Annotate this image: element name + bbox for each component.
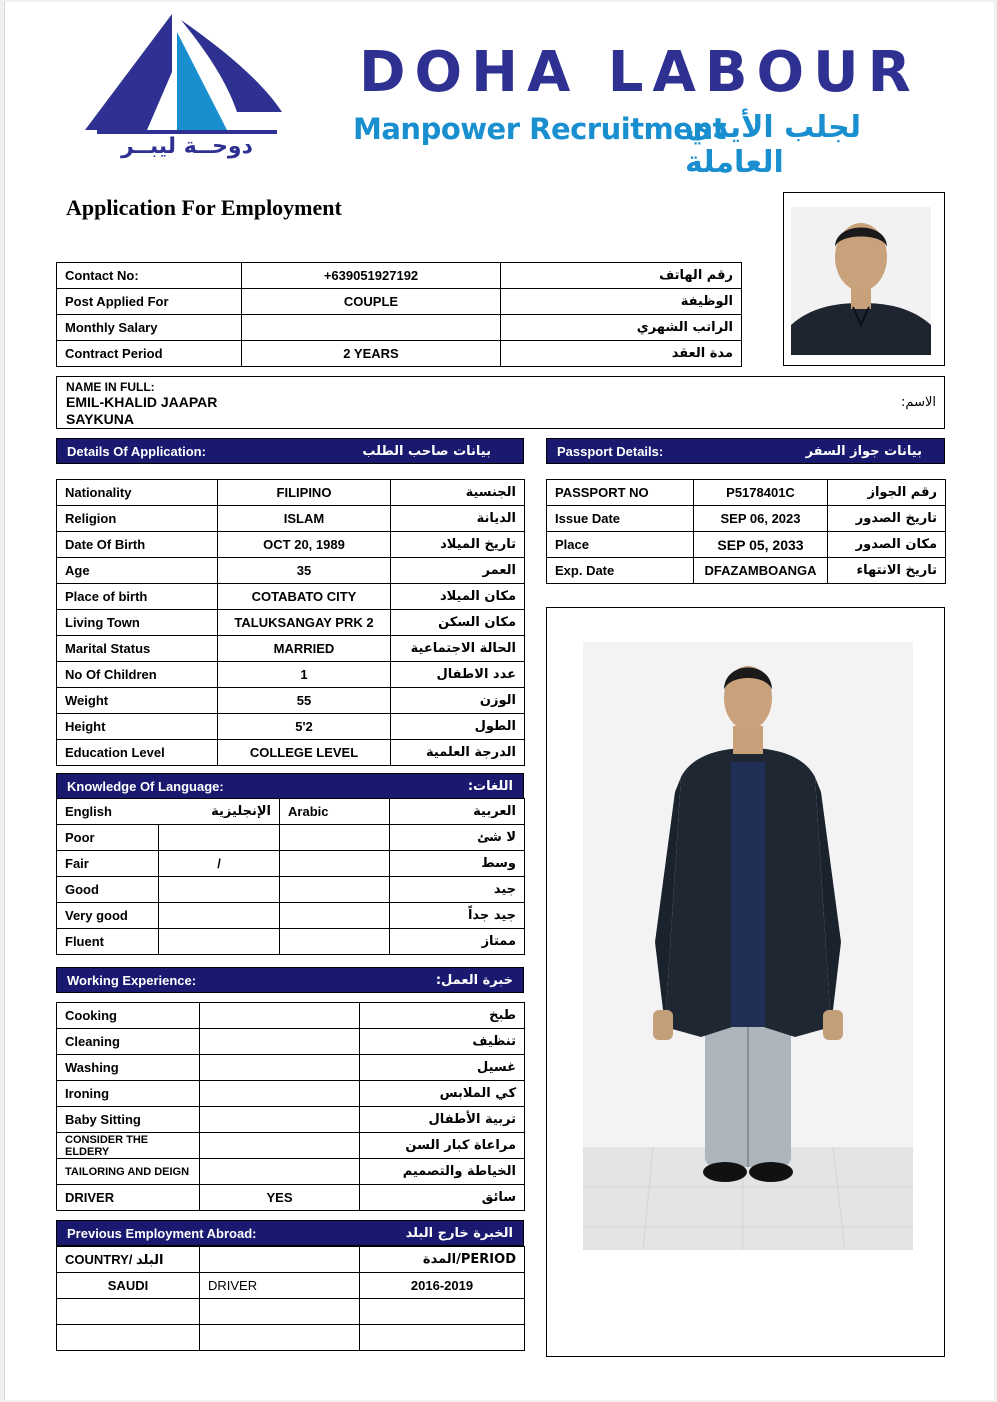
experience-value <box>200 1133 360 1159</box>
language-level: Good <box>57 877 159 903</box>
experience-label-ar: تنظيف <box>360 1029 525 1055</box>
english-mark: / <box>159 851 280 877</box>
application-label-ar: مكان السكن <box>391 610 525 636</box>
table-row <box>57 1055 525 1081</box>
previous-heading-ar: الخبرة خارج البلد <box>405 1225 513 1241</box>
application-label: Date Of Birth <box>57 532 218 558</box>
table-row <box>57 688 525 714</box>
experience-label-ar: طبخ <box>360 1003 525 1029</box>
table-row <box>547 532 946 558</box>
post-value: COUPLE <box>242 289 501 315</box>
application-label: Height <box>57 714 218 740</box>
application-value: ISLAM <box>218 506 391 532</box>
language-heading-ar: اللغات: <box>467 778 513 794</box>
table-row <box>57 877 525 903</box>
post-label: Post Applied For <box>57 289 242 315</box>
table-row <box>57 851 525 877</box>
experience-label: DRIVER <box>57 1185 200 1211</box>
application-label-ar: العمر <box>391 558 525 584</box>
application-label: Place of birth <box>57 584 218 610</box>
table-row <box>57 929 525 955</box>
passport-label: Exp. Date <box>547 558 694 584</box>
english-mark <box>159 825 280 851</box>
experience-label: Cleaning <box>57 1029 200 1055</box>
arabic-mark <box>280 903 390 929</box>
arabic-mark <box>280 851 390 877</box>
application-label: No Of Children <box>57 662 218 688</box>
application-label: Living Town <box>57 610 218 636</box>
passport-value: DFAZAMBOANGA <box>694 558 828 584</box>
experience-label: Baby Sitting <box>57 1107 200 1133</box>
experience-label-ar: تربية الأطفال <box>360 1107 525 1133</box>
page-title: Application For Employment <box>66 195 342 220</box>
previous-heading-text: Previous Employment Abroad: <box>67 1225 257 1241</box>
experience-heading-text: Working Experience: <box>67 972 197 988</box>
table-row <box>547 506 946 532</box>
application-value: OCT 20, 1989 <box>218 532 391 558</box>
application-label-ar: الحالة الاجتماعية <box>391 636 525 662</box>
experience-label: Ironing <box>57 1081 200 1107</box>
application-label-ar: الديانة <box>391 506 525 532</box>
experience-label: CONSIDER THE ELDERY <box>57 1133 200 1159</box>
table-row <box>57 799 525 825</box>
application-value: COTABATO CITY <box>218 584 391 610</box>
passport-label-ar: تاريخ الانتهاء <box>828 558 946 584</box>
passport-value: SEP 05, 2033 <box>694 532 828 558</box>
application-value: COLLEGE LEVEL <box>218 740 391 766</box>
experience-label-ar: سائق <box>360 1185 525 1211</box>
portrait-photo <box>791 207 931 355</box>
contact-value: +639051927192 <box>242 263 501 289</box>
passport-label: Issue Date <box>547 506 694 532</box>
name-box <box>56 376 945 429</box>
language-table <box>56 798 525 955</box>
position-cell <box>200 1325 360 1351</box>
application-heading-text: Details Of Application: <box>67 443 206 459</box>
table-row <box>57 584 525 610</box>
salary-label: Monthly Salary <box>57 315 242 341</box>
position-cell: DRIVER <box>200 1273 360 1299</box>
post-label-ar: الوظيفة <box>501 289 742 315</box>
company-logo <box>77 12 292 162</box>
language-level-ar: ممتاز <box>390 929 525 955</box>
experience-value <box>200 1055 360 1081</box>
experience-value <box>200 1003 360 1029</box>
application-label-ar: الطول <box>391 714 525 740</box>
experience-heading <box>56 967 524 993</box>
passport-value: P5178401C <box>694 480 828 506</box>
table-row <box>57 1299 525 1325</box>
table-row <box>57 315 742 341</box>
table-row <box>57 532 525 558</box>
table-row <box>57 714 525 740</box>
period-header: PERIOD/المدة <box>360 1247 525 1273</box>
name-line-1: EMIL-KHALID JAAPAR <box>66 394 218 410</box>
application-label-ar: عدد الاطفال <box>391 662 525 688</box>
table-row <box>57 1159 525 1185</box>
table-row <box>57 558 525 584</box>
arabic-label: Arabic <box>280 799 390 825</box>
application-label-ar: مكان الميلاد <box>391 584 525 610</box>
passport-label: Place <box>547 532 694 558</box>
table-row <box>57 903 525 929</box>
experience-value <box>200 1107 360 1133</box>
contract-label-ar: مدة العقد <box>501 341 742 367</box>
passport-table <box>546 479 946 584</box>
contact-label: Contact No: <box>57 263 242 289</box>
name-label-ar: الاسم: <box>901 395 936 410</box>
application-page <box>4 2 994 1400</box>
language-heading <box>56 773 524 799</box>
salary-value <box>242 315 501 341</box>
table-row <box>57 480 525 506</box>
experience-value <box>200 1159 360 1185</box>
name-line-2: SAYKUNA <box>66 411 134 427</box>
company-name: DOHA LABOUR <box>359 40 920 105</box>
passport-label-ar: رقم الجواز <box>828 480 946 506</box>
language-level-ar: لا شئ <box>390 825 525 851</box>
period-cell <box>360 1325 525 1351</box>
passport-heading-text: Passport Details: <box>557 443 664 459</box>
contract-label: Contract Period <box>57 341 242 367</box>
position-header <box>200 1247 360 1273</box>
application-label: Religion <box>57 506 218 532</box>
english-mark <box>159 877 280 903</box>
previous-table <box>56 1246 525 1351</box>
application-label-ar: تاريخ الميلاد <box>391 532 525 558</box>
country-cell: SAUDI <box>57 1273 200 1299</box>
table-row <box>57 506 525 532</box>
application-label: Education Level <box>57 740 218 766</box>
application-value: 35 <box>218 558 391 584</box>
application-label-ar: الجنسية <box>391 480 525 506</box>
name-label: NAME IN FULL: <box>66 380 155 394</box>
application-heading <box>56 438 524 464</box>
table-row <box>57 1003 525 1029</box>
salary-label-ar: الراتب الشهري <box>501 315 742 341</box>
experience-value <box>200 1029 360 1055</box>
table-row <box>57 740 525 766</box>
application-heading-ar: بيانات صاحب الطلب <box>362 443 491 459</box>
language-level-ar: وسط <box>390 851 525 877</box>
experience-label-ar: مراعاة كبار السن <box>360 1133 525 1159</box>
passport-label-ar: تاريخ الصدور <box>828 506 946 532</box>
english-mark <box>159 903 280 929</box>
passport-label: PASSPORT NO <box>547 480 694 506</box>
experience-value: YES <box>200 1185 360 1211</box>
period-cell <box>360 1299 525 1325</box>
table-row <box>57 1185 525 1211</box>
experience-label: Cooking <box>57 1003 200 1029</box>
passport-label-ar: مكان الصدور <box>828 532 946 558</box>
table-row <box>57 1273 525 1299</box>
country-cell <box>57 1299 200 1325</box>
english-header <box>57 799 280 825</box>
table-row <box>547 480 946 506</box>
application-label-ar: الوزن <box>391 688 525 714</box>
language-level-ar: جيد <box>390 877 525 903</box>
experience-label: Washing <box>57 1055 200 1081</box>
application-table <box>56 479 525 766</box>
sail-logo-icon <box>77 12 292 137</box>
application-label-ar: الدرجة العلمية <box>391 740 525 766</box>
contact-label-ar: رقم الهاتف <box>501 263 742 289</box>
table-row <box>57 636 525 662</box>
previous-heading <box>56 1220 524 1246</box>
application-value: 1 <box>218 662 391 688</box>
experience-heading-ar: خبرة العمل: <box>435 972 513 988</box>
table-row <box>57 1107 525 1133</box>
application-value: MARRIED <box>218 636 391 662</box>
country-header: COUNTRY/ البلد <box>57 1247 200 1273</box>
full-body-photo <box>583 642 913 1250</box>
application-value: FILIPINO <box>218 480 391 506</box>
position-cell <box>200 1299 360 1325</box>
english-label-ar: الإنجليزية <box>211 804 272 819</box>
experience-label-ar: كي الملابس <box>360 1081 525 1107</box>
passport-heading-ar: بيانات جواز السفر <box>805 443 922 459</box>
logo-arabic-text: دوحــة ليبــر <box>121 134 253 159</box>
application-label: Age <box>57 558 218 584</box>
language-level: Fluent <box>57 929 159 955</box>
passport-value: SEP 06, 2023 <box>694 506 828 532</box>
arabic-mark <box>280 825 390 851</box>
country-cell <box>57 1325 200 1351</box>
experience-label-ar: غسيل <box>360 1055 525 1081</box>
period-cell: 2016-2019 <box>360 1273 525 1299</box>
experience-label-ar: الخياطة والتصميم <box>360 1159 525 1185</box>
arabic-mark <box>280 929 390 955</box>
company-tagline: Manpower Recruitment <box>353 112 726 146</box>
passport-heading <box>546 438 945 464</box>
arabic-mark <box>280 877 390 903</box>
arabic-label-ar: العربية <box>390 799 525 825</box>
contract-value: 2 YEARS <box>242 341 501 367</box>
table-row <box>57 1133 525 1159</box>
full-body-photo-box <box>546 607 945 1357</box>
language-heading-text: Knowledge Of Language: <box>67 778 224 794</box>
company-tagline-arabic: لجلب الأيدي العاملة <box>685 110 862 180</box>
application-label: Weight <box>57 688 218 714</box>
application-value: 55 <box>218 688 391 714</box>
table-row <box>57 1081 525 1107</box>
application-label: Marital Status <box>57 636 218 662</box>
table-row <box>547 558 946 584</box>
application-value: 5'2 <box>218 714 391 740</box>
language-level: Poor <box>57 825 159 851</box>
table-row <box>57 610 525 636</box>
experience-label: TAILORING AND DEIGN <box>57 1159 200 1185</box>
english-label: English <box>65 804 112 819</box>
language-level-ar: جيد جداً <box>390 903 525 929</box>
table-row <box>57 289 742 315</box>
english-mark <box>159 929 280 955</box>
table-row <box>57 263 742 289</box>
table-row <box>57 1029 525 1055</box>
table-row <box>57 662 525 688</box>
language-level: Very good <box>57 903 159 929</box>
experience-table <box>56 1002 525 1211</box>
language-level: Fair <box>57 851 159 877</box>
table-row <box>57 341 742 367</box>
application-value: TALUKSANGAY PRK 2 <box>218 610 391 636</box>
table-row <box>57 825 525 851</box>
table-row <box>57 1325 525 1351</box>
application-label: Nationality <box>57 480 218 506</box>
portrait-photo-box <box>783 192 945 366</box>
table-row <box>57 1247 525 1273</box>
contact-table <box>56 262 742 367</box>
experience-value <box>200 1081 360 1107</box>
